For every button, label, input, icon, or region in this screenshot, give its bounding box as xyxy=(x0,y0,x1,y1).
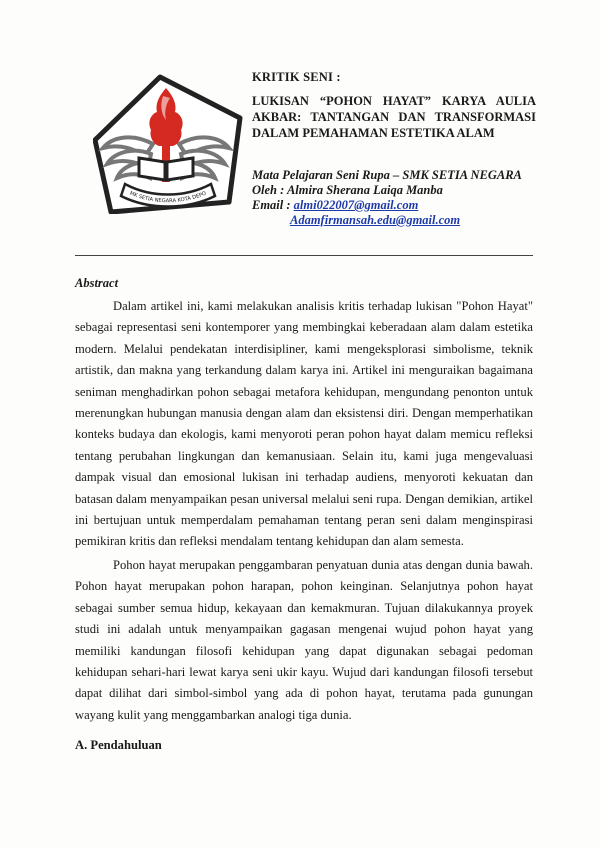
author-block xyxy=(252,168,542,228)
logo-ring-text: MK SETIA NEGARA KOTA DEPO xyxy=(128,190,208,205)
email-line-2 xyxy=(252,213,542,228)
subject-line: Mata Pelajaran Seni Rupa – SMK SETIA NEGARA xyxy=(252,168,522,182)
email-link-2[interactable]: Adamfirmansah.edu@gmail.com xyxy=(290,213,461,227)
logo-book xyxy=(139,158,193,180)
document-header xyxy=(252,70,536,141)
author-line: Oleh : Almira Sherana Laiqa Manba xyxy=(252,183,443,197)
header-divider xyxy=(75,255,533,256)
abstract-heading: Abstract xyxy=(75,276,119,290)
abstract-paragraph-2: Pohon hayat merupakan penggambaran penyatuan dunia atas dengan dunia bawah. Pohon hayat merupakan pohon harapan, pohon keinginan. Selanjutnya pohon hayat sebagai sumber semua hidup, kekayaan dan kemakmuran. Tujuan dilakukannya proyek studi ini adalah untuk menyampaikan gagasan mengenai wujud pohon hayat yang memiliki kandungan filosofi kehidupan yang dapat digunakan sebagai pedoman kehidupan sehari-hari lewat karya seni ukir kayu. Wujud dari kandungan filosofi tersebut dapat dilihat dari simbol-simbol yang ada di pohon hayat, terutama pada gunungan wayang kulit yang menggambarkan analogi tiga dunia. xyxy=(75,558,533,722)
abstract-paragraph-1: Dalam artikel ini, kami melakukan analisis kritis terhadap lukisan "Pohon Hayat" sebagai representasi seni kontemporer yang membingkai keberadaan alam dalam estetika modern. Melalui pendekatan interdisipliner, kami mengeksplorasi simbolisme, teknik artistik, dan makna yang terkandung dalam karya ini. Artikel ini menguraikan bagaimana seniman menghadirkan pohon sebagai metafora kehidupan, mengundang penonton untuk merenungkan hubungan manusia dengan alam dan eksistensi diri. Dengan memperhatikan konteks budaya dan ekologis, kami menyoroti peran pohon hayat dalam memicu refleksi tentang perubahan lingkungan dan kemanusiaan. Selain itu, kami juga mengevaluasi dampak visual dan emosional lukisan ini terhadap audiens, menyoroti kekuatan dan batasan dalam menyampaikan pesan universal melalui seni rupa. Dengan demikian, artikel ini bertujuan untuk memperdalam pemahaman tentang peran seni dalam menginspirasi pemikiran kritis dan refleksi mendalam tentang kehidupan dan alam semesta. xyxy=(75,299,533,549)
header-kicker: KRITIK SENI : xyxy=(252,70,341,84)
section-heading: A. Pendahuluan xyxy=(75,738,162,752)
email-label: Email : xyxy=(252,198,294,212)
email-line xyxy=(252,198,542,213)
email-link-1[interactable]: almi022007@gmail.com xyxy=(293,198,419,212)
school-logo xyxy=(93,74,243,214)
document-title: LUKISAN “POHON HAYAT” KARYA AULIA AKBAR: TANTANGAN DAN TRANSFORMASI DALAM PEMAHAMAN ESTETIKA ALAM xyxy=(252,94,536,140)
